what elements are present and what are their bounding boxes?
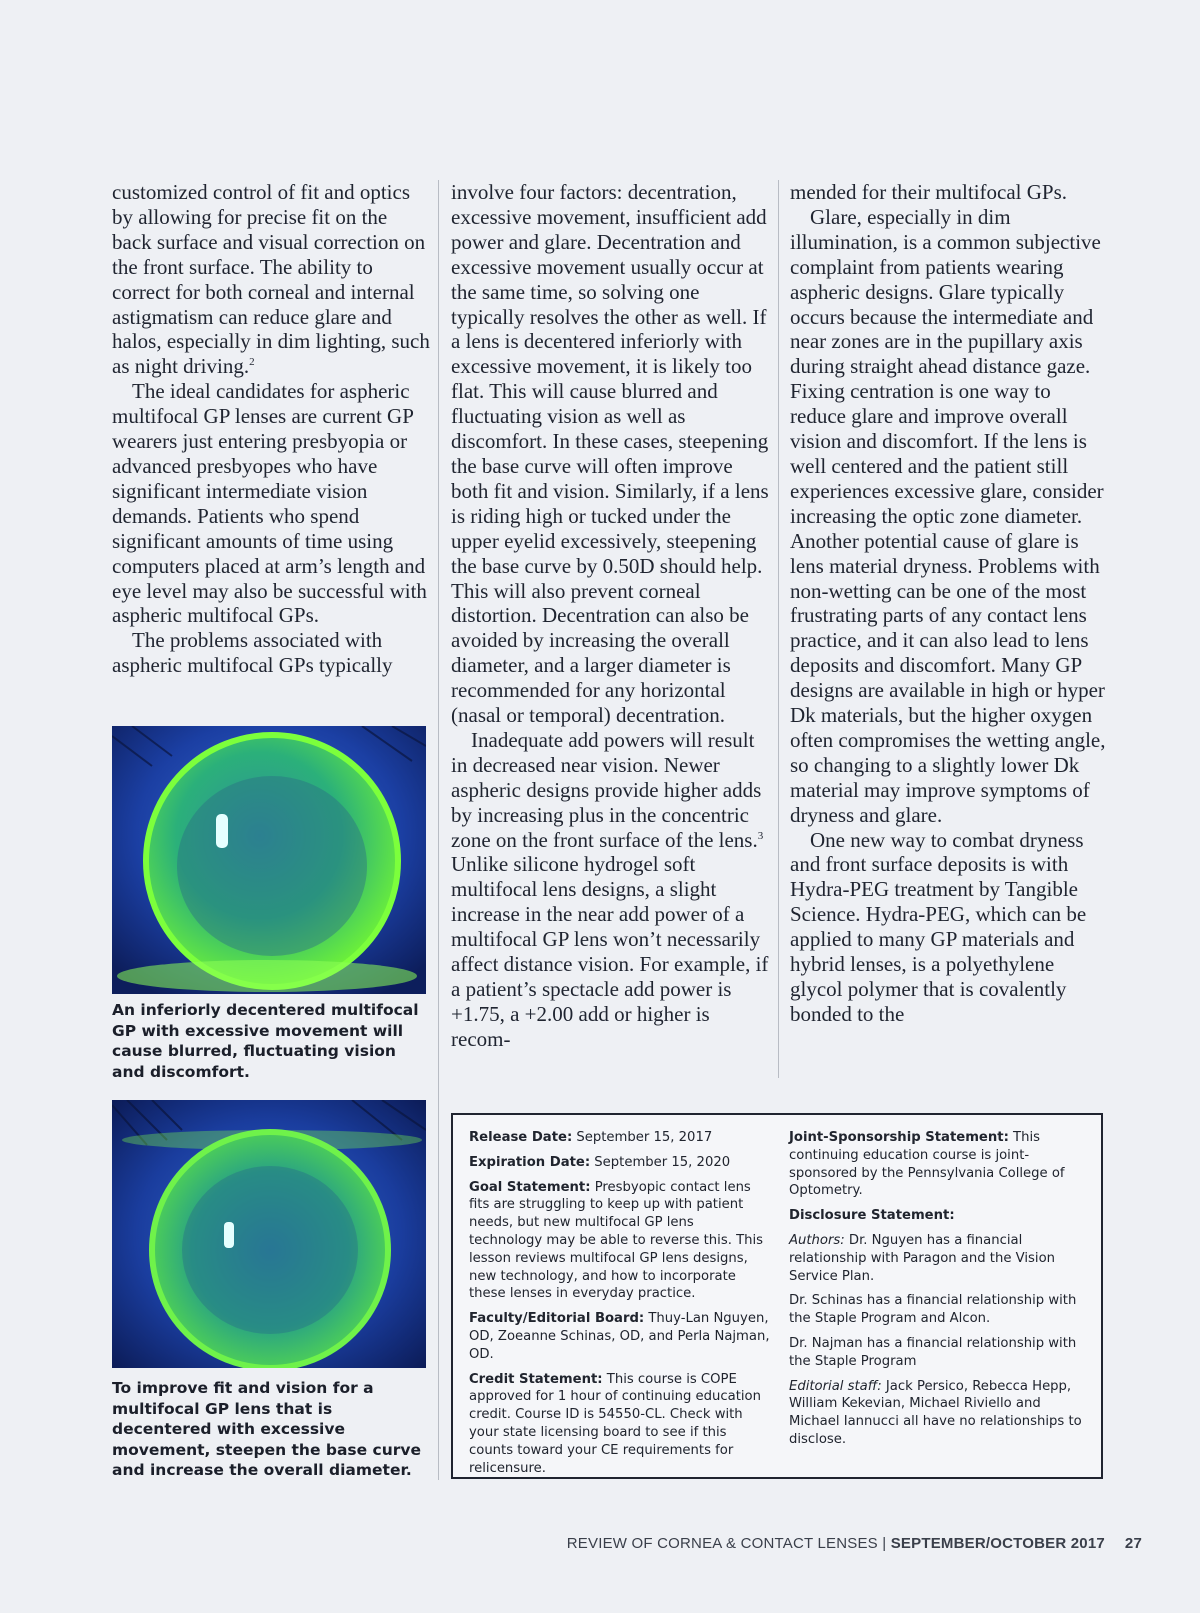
figure-caption: An inferiorly decentered multifocal GP with excessive movement will cause blurred, fluctuating vision and discomfort. xyxy=(112,1001,419,1081)
authors-disclosure: Authors: Dr. Nguyen has a financial relationship with Paragon and the Vision Service Plan. xyxy=(789,1232,1056,1284)
faculty-editorial-board: Faculty/Editorial Board: Thuy-Lan Nguyen, OD, Zoeanne Schinas, OD, and Perla Najman, OD. xyxy=(469,1311,770,1362)
paragraph: involve four factors: decentration, excessive movement, insufficient add power and glare. Decentration and excessive movement usually occur at the same time, so solving one typically resolves the other as well. If a lens is decentered inferiorly with excessive movement, it is likely too flat. This will cause blurred and fluctuating vision as well as discomfort. In these cases, steepening the base curve will often improve both fit and vision. Similarly, if a lens is riding high or tucked under the upper eyelid excessively, steepening the base curve by 0.50D should help. This will also prevent corneal distortion. Decentration can also be avoided by increasing the overall diameter, and a larger diameter is recommended for any horizontal (nasal or temporal) decentration. xyxy=(451,180,769,728)
najman-disclosure: Dr. Najman has a financial relationship with the Staple Program xyxy=(789,1335,1077,1369)
lens-photo-corrected xyxy=(112,1100,426,1368)
page-footer xyxy=(567,1535,1142,1552)
issue-date: SEPTEMBER/OCTOBER 2017 xyxy=(890,1535,1105,1552)
reference-superscript: 2 xyxy=(249,356,255,369)
figure-caption: To improve fit and vision for a multifocal GP lens that is decentered with excessive movement, steepen the base curve and increase the overall diameter. xyxy=(112,1379,422,1479)
joint-sponsorship-statement: Joint-Sponsorship Statement: This continuing education course is joint-sponsored by the Pennsylvania College of Optometry. xyxy=(789,1130,1065,1199)
column-divider xyxy=(438,180,439,1480)
column-divider xyxy=(778,180,779,1078)
page-number: 27 xyxy=(1124,1535,1142,1552)
footer-separator: | xyxy=(877,1535,891,1552)
release-date: Release Date: September 15, 2017 xyxy=(469,1130,713,1145)
paragraph: One new way to combat dryness and front surface deposits is with Hydra-PEG treatment by Tangible Science. Hydra-PEG, which can be applied to many GP materials and hybrid lenses, is a polyethylene glycol polymer that is covalently bonded to the xyxy=(790,827,1087,1026)
goal-statement: Goal Statement: Presbyopic contact lens fits are struggling to keep up with patient needs, but new multifocal GP lens technology may be able to reverse this. This lesson reviews multifocal GP lens designs, new technology, and how to incorporate these lenses in everyday practice. xyxy=(469,1179,764,1302)
reference-superscript: 3 xyxy=(757,829,764,842)
article-column-1 xyxy=(112,180,430,678)
paragraph: customized control of fit and optics by allowing for precise fit on the back surface and visual correction on the front surface. The ability to correct for both corneal and internal astigmatism can reduce glare and halos, especially in dim lighting, such as night driving.$^2$ xyxy=(112,180,430,379)
credit-statement: Credit Statement: This course is COPE approved for 1 hour of continuing education credit. Course ID is 54550-CL. Check with your state licensing board to see if this counts toward your CE requirements for relicensure. xyxy=(469,1371,761,1476)
paragraph: The problems associated with aspheric multifocal GPs typically xyxy=(112,628,393,678)
disclosure-heading: Disclosure Statement: xyxy=(789,1208,955,1224)
article-column-2 xyxy=(451,180,769,1052)
article-column-3 xyxy=(790,180,1108,1027)
ce-info-right-column xyxy=(789,1129,1089,1456)
publication-name: REVIEW OF CORNEA & CONTACT LENSES xyxy=(566,1535,878,1552)
ce-info-left-column xyxy=(469,1129,771,1484)
paragraph: Inadequate add powers will result in decreased near vision. Newer aspheric designs provide higher adds by increasing plus in the concentric zone on the front surface of the lens.$^3$ Unlike silicone hydrogel soft multifocal lens designs, a slight increase in the near add power of a multifocal GP lens won’t necessarily affect distance vision. For example, if a patient’s spectacle add power is +1.75, a +2.00 add or higher is recom- xyxy=(451,727,769,1051)
schinas-disclosure: Dr. Schinas has a financial relationship with the Staple Program and Alcon. xyxy=(789,1293,1077,1327)
paragraph: mended for their multifocal GPs. xyxy=(790,180,1068,204)
paragraph: The ideal candidates for aspheric multifocal GP lenses are current GP wearers just entering presbyopia or advanced presbyopes who have significant intermediate vision demands. Patients who spend significant amounts of time using computers placed at arm’s length and eye level may also be successful with aspheric multifocal GPs. xyxy=(112,379,427,628)
lens-photo-decentered xyxy=(112,726,426,994)
expiration-date: Expiration Date: September 15, 2020 xyxy=(469,1154,731,1170)
ce-info-box xyxy=(451,1113,1103,1479)
paragraph: Glare, especially in dim illumination, is a common subjective complaint from patients wearing aspheric designs. Glare typically occurs because the intermediate and near zones are in the pupillary axis during straight ahead distance gaze. Fixing centration is one way to reduce glare and improve overall vision and discomfort. If the lens is well centered and the patient still experiences excessive glare, consider increasing the optic zone diameter. Another potential cause of glare is lens material dryness. Problems with non-wetting can be one of the most frustrating parts of any contact lens practice, and it can also lead to lens deposits and discomfort. Many GP designs are available in high or hyper Dk materials, but the higher oxygen often compromises the wetting angle, so changing to a slightly lower Dk material may improve symptoms of dryness and glare. xyxy=(790,204,1106,827)
editorial-staff-disclosure: Editorial staff: Jack Persico, Rebecca Hepp, William Kekevian, Michael Riviello and Michael Iannucci all have no relationships to disclose. xyxy=(789,1378,1082,1447)
